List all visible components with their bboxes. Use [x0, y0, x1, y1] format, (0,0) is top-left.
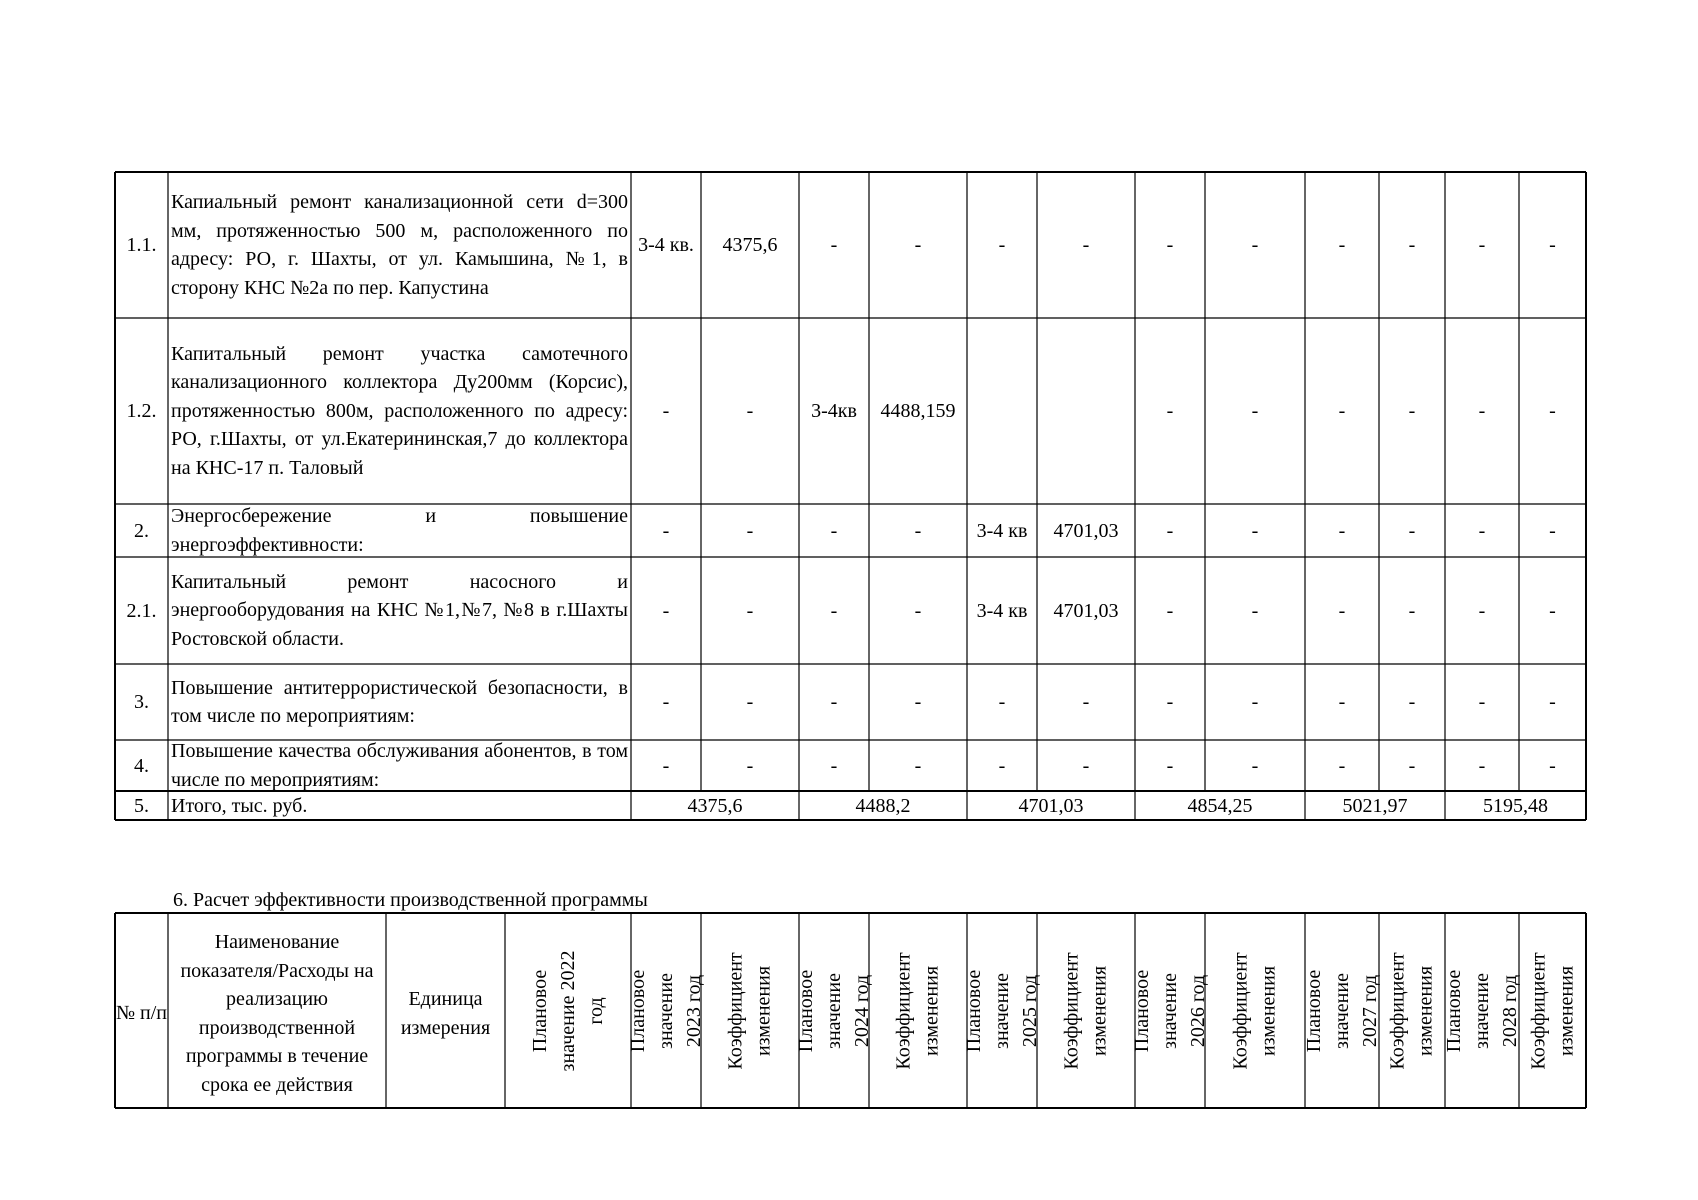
row-value: - [1082, 754, 1090, 777]
row-value: - [662, 754, 670, 777]
row-value: - [662, 691, 670, 713]
row-value: - [1251, 599, 1259, 622]
row-description [171, 319, 628, 503]
row-value: - [1478, 519, 1486, 542]
row-number: 1.1. [126, 234, 157, 256]
row-value: - [746, 691, 754, 713]
header-vertical-label: Плановое значение 2026 год [1131, 969, 1209, 1052]
total-row-number: 5. [134, 794, 149, 817]
row-value: - [1338, 599, 1346, 622]
row-value: - [914, 234, 922, 256]
row-number: 3. [134, 691, 149, 713]
row-value: - [830, 599, 838, 622]
row-value: - [1408, 400, 1416, 422]
row-value: - [1478, 599, 1486, 622]
row-value: - [830, 519, 838, 542]
total-row-label: Итого, тыс. руб. [171, 794, 308, 817]
row-value: - [746, 519, 754, 542]
row-value: - [914, 754, 922, 777]
row-description-text: Капитальный ремонт насосного и энергооборудования на КНС №1,№7, №8 в г.Шахты Ростовской области. [171, 570, 628, 650]
header-vertical-label: Коэффициент изменения [1061, 951, 1112, 1070]
row-value: - [1549, 400, 1556, 422]
row-value: 4488,159 [880, 400, 956, 422]
total-value: 5195,48 [1483, 794, 1548, 817]
row-value: - [1251, 754, 1259, 777]
header-vertical-column [795, 915, 873, 1106]
row-description [171, 173, 628, 317]
row-value: - [1166, 754, 1174, 777]
header-vertical-column [1445, 915, 1519, 1106]
header-vertical-column [1379, 915, 1445, 1106]
header-num: № п/п [115, 1002, 168, 1025]
row-value: - [1408, 519, 1416, 542]
header-vertical-label: Плановое значение 2028 год [1443, 969, 1521, 1052]
row-value: 3-4кв [811, 400, 857, 422]
row-description [171, 558, 628, 663]
row-value: - [914, 519, 922, 542]
row-value: - [830, 691, 838, 713]
row-value: - [1408, 691, 1416, 713]
row-value: - [1549, 691, 1556, 713]
row-value: - [1082, 691, 1090, 713]
row-value: - [1408, 754, 1416, 777]
row-value: - [746, 754, 754, 777]
header-vertical-label: Коэффициент изменения [1230, 951, 1281, 1070]
header-vertical-label: Плановое значение 2023 год [627, 969, 705, 1052]
row-value: - [1251, 519, 1259, 542]
header-vertical-column [1205, 915, 1305, 1106]
row-value: - [1478, 754, 1486, 777]
row-value: - [998, 234, 1006, 256]
row-description [171, 505, 628, 556]
row-value: 3-4 кв. [638, 234, 694, 256]
row-value: - [1338, 234, 1346, 256]
header-vertical-label: Плановое значение 2025 год [963, 969, 1041, 1052]
row-value: - [1478, 400, 1486, 422]
row-value: - [1251, 234, 1259, 256]
header-vertical-label: Коэффициент изменения [893, 951, 944, 1070]
header-vertical-label: Коэффициент изменения [1387, 951, 1438, 1070]
row-description-text: Повышение качества обслуживания абонентов, в том числе по мероприятиям: [171, 740, 628, 791]
row-value: - [830, 754, 838, 777]
row-value: - [914, 599, 922, 622]
header-vertical-column [963, 915, 1041, 1106]
row-description-text: Капитальный ремонт участка самотечного канализационного коллектора Ду200мм (Корсис), протяженностью 800м, расположенного по адресу: РО, г.Шахты, от ул.Екатерининская,7 до коллектора на КНС-17 п. Таловый [171, 342, 628, 479]
row-value: - [830, 234, 838, 256]
row-description-text: Повышение антитеррористической безопасности, в том числе по мероприятиям: [171, 676, 628, 727]
row-value: - [1338, 754, 1346, 777]
row-value: - [914, 691, 922, 713]
row-description [171, 665, 628, 739]
row-value: - [1166, 691, 1174, 713]
row-value: - [1082, 234, 1090, 256]
row-value: - [1166, 519, 1174, 542]
total-value: 4375,6 [687, 794, 743, 817]
row-value: 3-4 кв [976, 519, 1028, 542]
row-value [1037, 318, 1135, 504]
row-number: 2. [134, 519, 149, 542]
total-value: 4701,03 [1018, 794, 1084, 817]
row-number: 1.2. [126, 400, 157, 422]
row-value: 4701,03 [1053, 599, 1119, 622]
row-value: - [746, 599, 754, 622]
header-vertical-column [1305, 915, 1379, 1106]
row-value: - [1478, 691, 1486, 713]
header-vertical-label: Коэффициент изменения [1527, 951, 1578, 1070]
row-value: - [1166, 400, 1174, 422]
row-value: - [1251, 691, 1259, 713]
header-unit: Единица измерения [400, 988, 491, 1039]
row-value: - [662, 400, 670, 422]
header-vertical-column [1037, 915, 1135, 1106]
row-value: - [662, 519, 670, 542]
row-description-text: Энергосбережение и повышение энергоэффективности: [171, 505, 628, 556]
row-value: 4375,6 [722, 234, 778, 256]
total-value: 5021,97 [1342, 794, 1408, 817]
row-number: 2.1. [126, 599, 157, 622]
row-value: - [1408, 599, 1416, 622]
header-vertical-label: Плановое значение 2027 год [1303, 969, 1381, 1052]
row-value: - [998, 691, 1006, 713]
row-number: 4. [134, 754, 149, 777]
row-value: - [1549, 234, 1556, 256]
row-value: - [1338, 519, 1346, 542]
header-vertical-label: Коэффициент изменения [725, 951, 776, 1070]
header-vertical-column [505, 915, 631, 1106]
row-value: - [1251, 400, 1259, 422]
section-title: 6. Расчет эффективности производственной программы [173, 889, 648, 911]
total-value: 4488,2 [855, 794, 911, 817]
row-description-text: Капиальный ремонт канализационной сети d=300 мм, протяженностью 500 м, расположенного по адресу: РО, г. Шахты, от ул. Камышина, №1, в сторону КНС №2а по пер. Капустина [171, 191, 628, 299]
row-value: - [1549, 754, 1556, 777]
header-indicator-name: Наименование показателя/Расходы на реализацию производственной программы в течение срока ее действия [180, 931, 374, 1096]
row-value: 3-4 кв [976, 599, 1028, 622]
header-vertical-column [701, 915, 799, 1106]
row-value: - [1549, 599, 1556, 622]
row-value: - [1338, 691, 1346, 713]
row-value: - [1549, 519, 1556, 542]
header-vertical-label: Плановое значение 2024 год [795, 969, 873, 1052]
header-vertical-column [627, 915, 705, 1106]
row-value: - [1166, 599, 1174, 622]
row-value: - [998, 754, 1006, 777]
row-description [171, 741, 628, 790]
row-value: 4701,03 [1053, 519, 1119, 542]
row-value [967, 318, 1037, 504]
row-value: - [662, 599, 670, 622]
row-value: - [1338, 400, 1346, 422]
row-value: - [1478, 234, 1486, 256]
header-vertical-column [869, 915, 967, 1106]
row-value: - [1166, 234, 1174, 256]
row-value: - [746, 400, 754, 422]
total-value: 4854,25 [1187, 794, 1253, 817]
header-vertical-column [1131, 915, 1209, 1106]
row-value: - [1408, 234, 1416, 256]
header-vertical-label: Плановое значение 2022 год [529, 950, 607, 1071]
header-vertical-column [1519, 915, 1586, 1106]
